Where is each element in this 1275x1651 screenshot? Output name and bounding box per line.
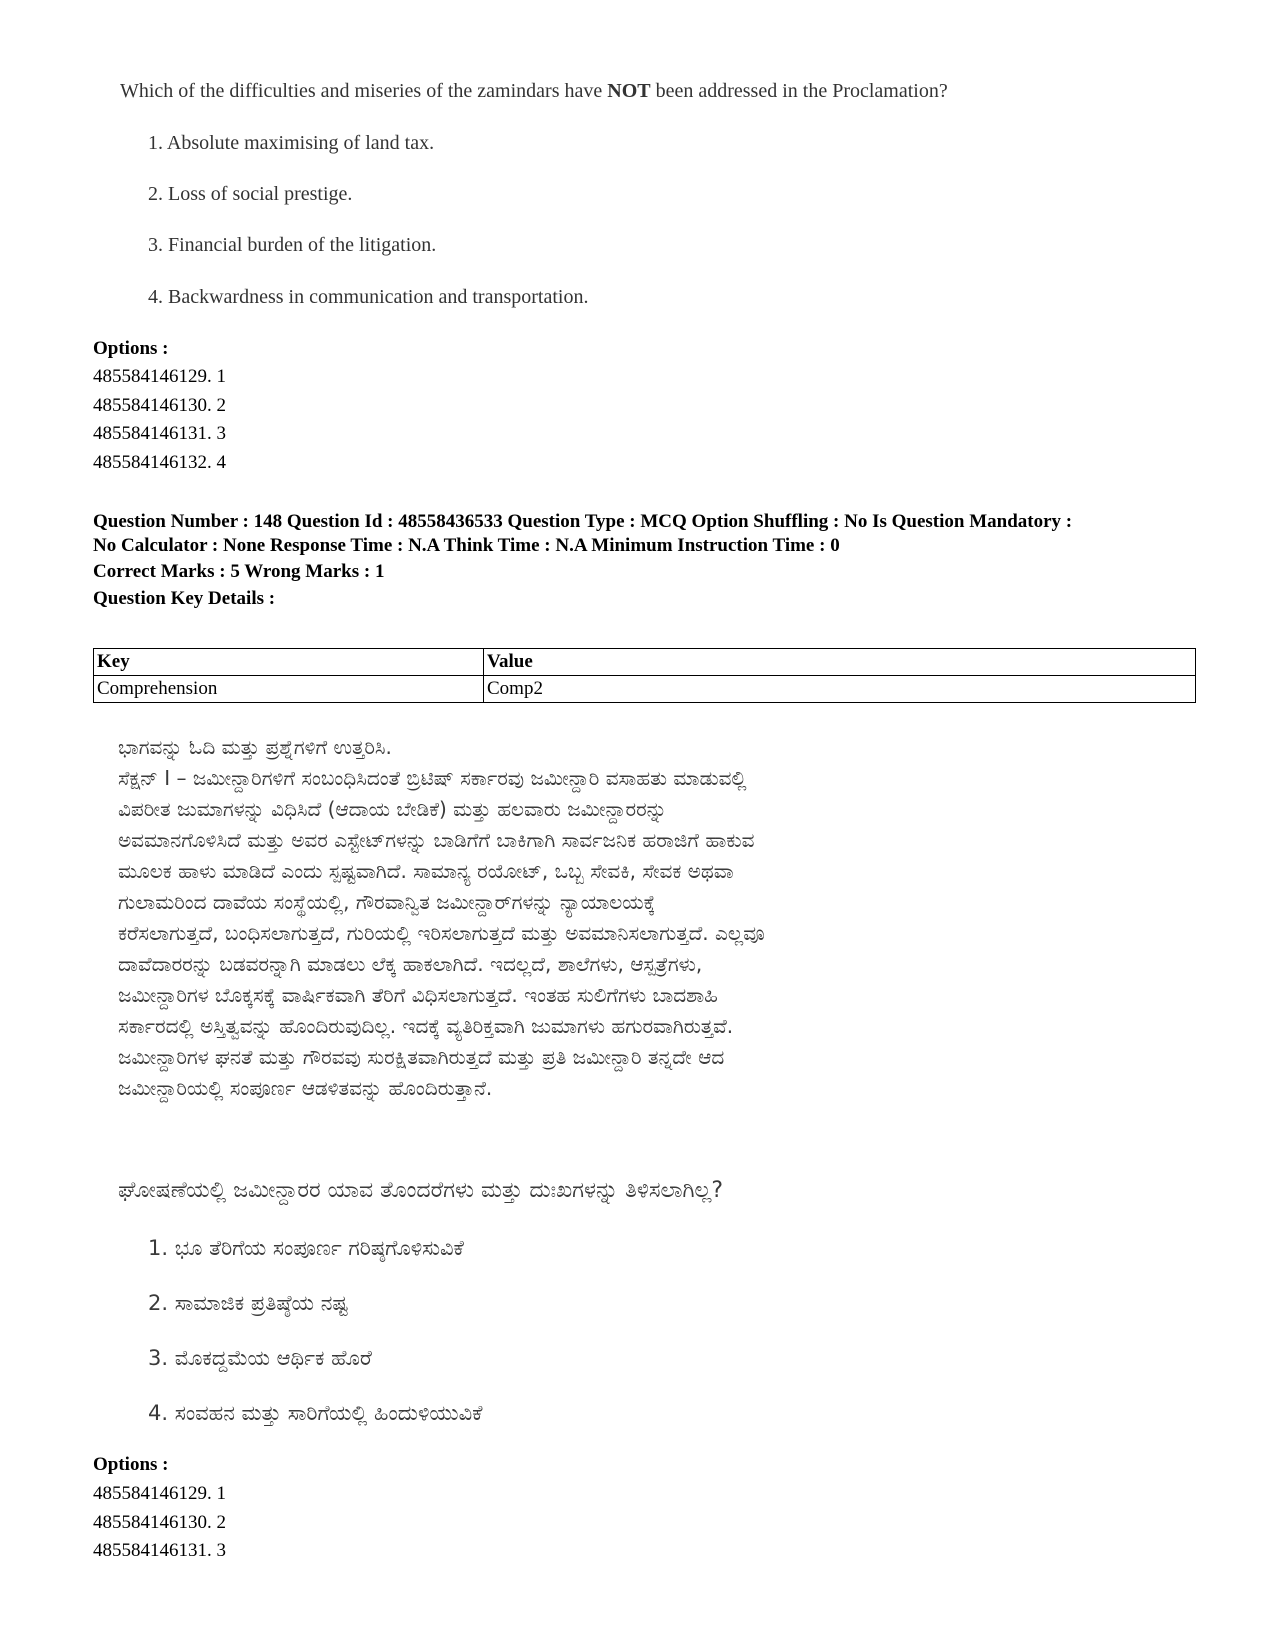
passage-line: ದಾವೆದಾರರನ್ನು ಬಡವರನ್ನಾಗಿ ಮಾಡಲು ಲೆಕ್ಕ ಹಾಕಲಾಗಿದೆ. ಇದಲ್ಲದೆ, ಶಾಲೆಗಳು, ಆಸ್ಪತ್ರೆಗಳು, [118, 952, 703, 976]
question-key-table [93, 648, 1196, 703]
option-item: 485584146130. 2 [93, 1511, 226, 1533]
options-label: Options : [93, 1454, 169, 1475]
passage-line: ಸೆಕ್ಷನ್ I – ಜಮೀನ್ದಾರಿಗಳಿಗೆ ಸಂಬಂಧಿಸಿದಂತೆ ಬ್ರಿಟಿಷ್ ಸರ್ಕಾರವು ಜಮೀನ್ದಾರಿ ವಸಾಹತು ಮಾಡುವಲ್ಲಿ [118, 766, 747, 790]
option-item: 485584146131. 3 [93, 1540, 226, 1561]
question-meta-line-1: Question Number : 148 Question Id : 48558436533 Question Type : MCQ Option Shuffling : No Is Question Mandatory : [93, 511, 1073, 532]
kannada-statement-1: 1. ಭೂ ತೆರಿಗೆಯ ಸಂಪೂರ್ಣ ಗರಿಷ್ಠಗೊಳಿಸುವಿಕೆ [148, 1236, 464, 1260]
passage-line: ಜಮೀನ್ದಾರಿಯಲ್ಲಿ ಸಂಪೂರ್ಣ ಆಡಳಿತವನ್ನು ಹೊಂದಿರುತ್ತಾನೆ. [118, 1076, 493, 1100]
question-meta-line-2: No Calculator : None Response Time : N.A Think Time : N.A Minimum Instruction Time : 0 [93, 535, 840, 556]
english-statement-1: 1. Absolute maximising of land tax. [148, 132, 435, 154]
table-row [94, 676, 1196, 703]
question-meta [93, 510, 1193, 558]
passage-line: ಸರ್ಕಾರದಲ್ಲಿ ಅಸ್ತಿತ್ವವನ್ನು ಹೊಂದಿರುವುದಿಲ್ಲ. ಇದಕ್ಕೆ ವ್ಯತಿರಿಕ್ತವಾಗಿ ಜುಮಾಗಳು ಹಗುರವಾಗಿರುತ್ತವೆ. [118, 1014, 734, 1038]
kannada-statement-4: 4. ಸಂವಹನ ಮತ್ತು ಸಾರಿಗೆಯಲ್ಲಿ ಹಿಂದುಳಿಯುವಿಕೆ [148, 1401, 483, 1425]
table-cell-value: Comp2 [484, 676, 1196, 703]
english-statement-4: 4. Backwardness in communication and transportation. [148, 286, 589, 308]
kannada-statement-3: 3. ಮೊಕದ್ದಮೆಯ ಆರ್ಥಿಕ ಹೊರೆ [148, 1346, 372, 1370]
option-item: 485584146129. 1 [93, 366, 226, 387]
stem-emphasis: NOT [607, 80, 651, 102]
stem-text-after: been addressed in the Proclamation? [650, 80, 948, 102]
question-key-details-label: Question Key Details : [93, 588, 276, 609]
options-list [93, 363, 226, 477]
option-item: 485584146130. 2 [93, 394, 226, 416]
options-list [93, 1480, 226, 1566]
passage-line: ಜಮೀನ್ದಾರಿಗಳ ಬೊಕ್ಕಸಕ್ಕೆ ವಾರ್ಷಿಕವಾಗಿ ತೆರಿಗೆ ವಿಧಿಸಲಾಗುತ್ತದೆ. ಇಂತಹ ಸುಲಿಗೆಗಳು ಬಾದಶಾಹಿ [118, 983, 718, 1007]
passage-line: ವಿಪರೀತ ಜುಮಾಗಳನ್ನು ವಿಧಿಸಿದೆ (ಆದಾಯ ಬೇಡಿಕೆ) ಮತ್ತು ಹಲವಾರು ಜಮೀನ್ದಾರರನ್ನು [118, 797, 667, 821]
passage-line: ಕರೆಸಲಾಗುತ್ತದೆ, ಬಂಧಿಸಲಾಗುತ್ತದೆ, ಗುರಿಯಲ್ಲಿ ಇರಿಸಲಾಗುತ್ತದೆ ಮತ್ತು ಅವಮಾನಿಸಲಾಗುತ್ತದೆ. ಎಲ್ಲವೂ [118, 921, 765, 945]
table-header-value: Value [484, 649, 1196, 676]
english-statement-2: 2. Loss of social prestige. [148, 183, 353, 205]
option-item: 485584146132. 4 [93, 451, 226, 473]
passage-line: ಜಮೀನ್ದಾರಿಗಳ ಘನತೆ ಮತ್ತು ಗೌರವವು ಸುರಕ್ಷಿತವಾಗಿರುತ್ತದೆ ಮತ್ತು ಪ್ರತಿ ಜಮೀನ್ದಾರಿ ತನ್ನದೇ ಆದ [118, 1045, 725, 1069]
question-marks: Correct Marks : 5 Wrong Marks : 1 [93, 561, 385, 582]
table-header-key: Key [94, 649, 484, 676]
option-item: 485584146131. 3 [93, 423, 226, 444]
passage-line: ಅವಮಾನಗೊಳಿಸಿದೆ ಮತ್ತು ಅವರ ಎಸ್ಟೇಟ್‌ಗಳನ್ನು ಬಾಡಿಗೆಗೆ ಬಾಕಿಗಾಗಿ ಸಾರ್ವಜನಿಕ ಹರಾಜಿಗೆ ಹಾಕುವ [118, 828, 755, 852]
table-header-row [94, 649, 1196, 676]
passage-line: ಭಾಗವನ್ನು ಓದಿ ಮತ್ತು ಪ್ರಶ್ನೆಗಳಿಗೆ ಉತ್ತರಿಸಿ. [118, 735, 392, 759]
kannada-passage-image [118, 732, 1158, 1104]
options-label: Options : [93, 338, 169, 359]
passage-line: ಮೂಲಕ ಹಾಳು ಮಾಡಿದೆ ಎಂದು ಸ್ಪಷ್ಟವಾಗಿದೆ. ಸಾಮಾನ್ಯ ರಯೋಟ್, ಒಬ್ಬ ಸೇವಕಿ, ಸೇವಕ ಅಥವಾ [118, 859, 734, 883]
stem-text-before: Which of the difficulties and miseries of the zamindars have [120, 80, 608, 102]
passage-line: ಗುಲಾಮರಿಂದ ದಾವೆಯ ಸಂಸ್ಥೆಯಲ್ಲಿ, ಗೌರವಾನ್ವಿತ ಜಮೀನ್ದಾರ್‌ಗಳನ್ನು ನ್ಯಾಯಾಲಯಕ್ಕೆ [118, 890, 656, 914]
english-question-stem [120, 80, 948, 103]
table-cell-key: Comprehension [94, 676, 484, 703]
kannada-statement-2: 2. ಸಾಮಾಜಿಕ ಪ್ರತಿಷ್ಠೆಯ ನಷ್ಟ [148, 1291, 349, 1315]
english-statement-3: 3. Financial burden of the litigation. [148, 234, 437, 256]
option-item: 485584146129. 1 [93, 1483, 226, 1504]
kannada-question-stem: ಘೋಷಣೆಯಲ್ಲಿ ಜಮೀನ್ದಾರರ ಯಾವ ತೊಂದರೆಗಳು ಮತ್ತು ದುಃಖಗಳನ್ನು ತಿಳಿಸಲಾಗಿಲ್ಲ? [118, 1178, 724, 1203]
